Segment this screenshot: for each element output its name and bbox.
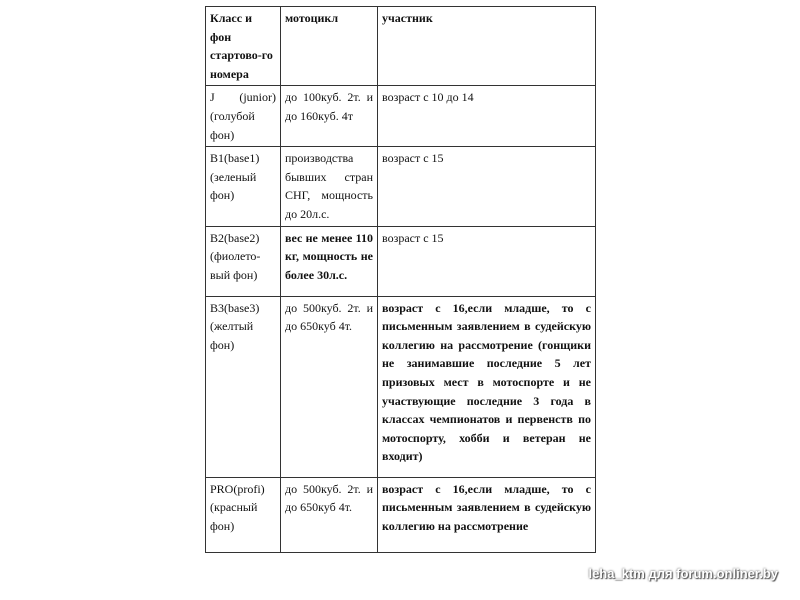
cell-participant: возраст с 16,если младше, то с письменным заявлением в судейскую коллегию на рассмотрение: [378, 477, 596, 552]
regulations-table: [205, 6, 596, 553]
cell-class: B1(base1) (зеленый фон): [206, 147, 281, 226]
header-participant: участник: [378, 7, 596, 86]
header-class: Класс и фон стартово-го номера: [206, 7, 281, 86]
table-row: [206, 147, 596, 226]
cell-motorcycle: до 100куб. 2т. и до 160куб. 4т: [281, 86, 378, 147]
table-row: [206, 86, 596, 147]
cell-participant: возраст с 15: [378, 147, 596, 226]
cell-class: B2(base2) (фиолето-вый фон): [206, 226, 281, 296]
cell-motorcycle: производства бывших стран СНГ, мощность до 20л.с.: [281, 147, 378, 226]
cell-motorcycle: до 500куб. 2т. и до 650куб 4т.: [281, 296, 378, 477]
cell-class: J (junior) (голубой фон): [206, 86, 281, 147]
cell-motorcycle: вес не менее 110 кг, мощность не более 30л.с.: [281, 226, 378, 296]
table-row: [206, 296, 596, 477]
cell-class: PRO(profi) (красный фон): [206, 477, 281, 552]
cell-participant: возраст с 15: [378, 226, 596, 296]
cell-motorcycle: до 500куб. 2т. и до 650куб 4т.: [281, 477, 378, 552]
cell-participant: возраст с 10 до 14: [378, 86, 596, 147]
table-header-row: [206, 7, 596, 86]
cell-participant: возраст с 16,если младше, то с письменным заявлением в судейскую коллегию на рассмотрение (гонщики не занимавшие последние 5 лет призовых мест в мотоспорте и не участвующие последние 3 года в классах чемпионатов и первенств по мотоспорту, хобби и ветеран не входит): [378, 296, 596, 477]
watermark: leha_ktm для forum.onliner.by: [588, 566, 778, 581]
table-row: [206, 226, 596, 296]
cell-class: B3(base3) (желтый фон): [206, 296, 281, 477]
header-motorcycle: мотоцикл: [281, 7, 378, 86]
table-row: [206, 477, 596, 552]
